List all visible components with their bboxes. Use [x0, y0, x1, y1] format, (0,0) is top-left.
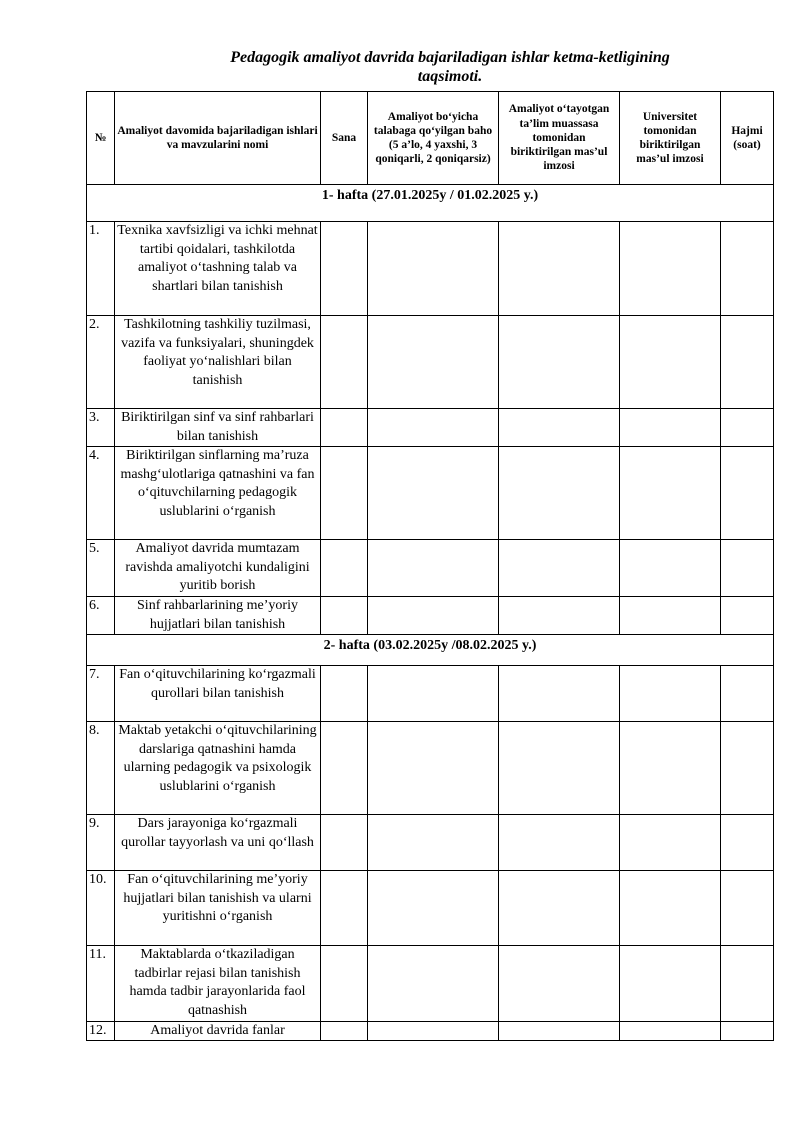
row-number: 1.: [87, 222, 115, 316]
task-description: Dars jarayoniga ko‘rgazmali qurollar tayyorlash va uni qo‘llash: [115, 815, 321, 871]
hours-cell[interactable]: [721, 596, 774, 634]
row-number: 12.: [87, 1021, 115, 1041]
school-signature-cell[interactable]: [499, 596, 620, 634]
grade-cell[interactable]: [368, 871, 499, 946]
hours-cell[interactable]: [721, 447, 774, 540]
grade-cell[interactable]: [368, 946, 499, 1021]
row-number: 10.: [87, 871, 115, 946]
hours-cell[interactable]: [721, 1021, 774, 1041]
row-number: 5.: [87, 540, 115, 597]
hours-cell[interactable]: [721, 540, 774, 597]
university-signature-cell[interactable]: [620, 316, 721, 409]
date-cell[interactable]: [321, 871, 368, 946]
task-description: Amaliyot davrida fanlar: [115, 1021, 321, 1041]
date-cell[interactable]: [321, 722, 368, 815]
table-row: [87, 815, 774, 871]
grade-cell[interactable]: [368, 409, 499, 447]
university-signature-cell[interactable]: [620, 222, 721, 316]
week-row: [87, 635, 774, 666]
row-number: 2.: [87, 316, 115, 409]
grade-cell[interactable]: [368, 666, 499, 722]
hours-cell[interactable]: [721, 222, 774, 316]
university-signature-cell[interactable]: [620, 409, 721, 447]
task-description: Tashkilotning tashkiliy tuzilmasi, vazifa va funksiyalari, shuningdek faoliyat yo‘nalishlari bilan tanishish: [115, 316, 321, 409]
practice-plan-table: [86, 91, 774, 1041]
header-task: Amaliyot davomida bajariladigan ishlari va mavzularini nomi: [115, 92, 321, 185]
university-signature-cell[interactable]: [620, 666, 721, 722]
table-row: [87, 666, 774, 722]
school-signature-cell[interactable]: [499, 815, 620, 871]
school-signature-cell[interactable]: [499, 666, 620, 722]
date-cell[interactable]: [321, 1021, 368, 1041]
header-hours: Hajmi (soat): [721, 92, 774, 185]
row-number: 9.: [87, 815, 115, 871]
grade-cell[interactable]: [368, 1021, 499, 1041]
university-signature-cell[interactable]: [620, 871, 721, 946]
row-number: 3.: [87, 409, 115, 447]
table-row: [87, 222, 774, 316]
school-signature-cell[interactable]: [499, 871, 620, 946]
hours-cell[interactable]: [721, 316, 774, 409]
table-row: [87, 409, 774, 447]
date-cell[interactable]: [321, 666, 368, 722]
header-school-signature: Amaliyot o‘tayotgan ta’lim muassasa tomonidan biriktirilgan mas’ul imzosi: [499, 92, 620, 185]
university-signature-cell[interactable]: [620, 596, 721, 634]
school-signature-cell[interactable]: [499, 1021, 620, 1041]
week-label: 1- hafta (27.01.2025y / 01.02.2025 y.): [87, 185, 774, 222]
grade-cell[interactable]: [368, 596, 499, 634]
row-number: 4.: [87, 447, 115, 540]
university-signature-cell[interactable]: [620, 722, 721, 815]
school-signature-cell[interactable]: [499, 540, 620, 597]
school-signature-cell[interactable]: [499, 447, 620, 540]
grade-cell[interactable]: [368, 815, 499, 871]
grade-cell[interactable]: [368, 222, 499, 316]
task-description: Maktablarda o‘tkaziladigan tadbirlar rejasi bilan tanishish hamda tadbir jarayonlarida faol qatnashish: [115, 946, 321, 1021]
header-date: Sana: [321, 92, 368, 185]
date-cell[interactable]: [321, 447, 368, 540]
task-description: Sinf rahbarlarining me’yoriy hujjatlari bilan tanishish: [115, 596, 321, 634]
school-signature-cell[interactable]: [499, 316, 620, 409]
grade-cell[interactable]: [368, 540, 499, 597]
university-signature-cell[interactable]: [620, 540, 721, 597]
school-signature-cell[interactable]: [499, 409, 620, 447]
row-number: 6.: [87, 596, 115, 634]
header-grade: Amaliyot bo‘yicha talabaga qo‘yilgan baho (5 a’lo, 4 yaxshi, 3 qoniqarli, 2 qoniqarsiz): [368, 92, 499, 185]
university-signature-cell[interactable]: [620, 1021, 721, 1041]
table-row: [87, 596, 774, 634]
title-line-1: Pedagogik amaliyot davrida bajariladigan ishlar ketma-ketligining: [230, 49, 670, 66]
grade-cell[interactable]: [368, 722, 499, 815]
date-cell[interactable]: [321, 409, 368, 447]
grade-cell[interactable]: [368, 447, 499, 540]
header-row: [87, 92, 774, 185]
hours-cell[interactable]: [721, 946, 774, 1021]
school-signature-cell[interactable]: [499, 722, 620, 815]
date-cell[interactable]: [321, 222, 368, 316]
row-number: 7.: [87, 666, 115, 722]
task-description: Biriktirilgan sinf va sinf rahbarlari bilan tanishish: [115, 409, 321, 447]
university-signature-cell[interactable]: [620, 447, 721, 540]
date-cell[interactable]: [321, 815, 368, 871]
table-row: [87, 871, 774, 946]
task-description: Biriktirilgan sinflarning ma’ruza mashg‘ulotlariga qatnashini va fan o‘qituvchilarning pedagogik uslublarini o‘rganish: [115, 447, 321, 540]
task-description: Fan o‘qituvchilarining me’yoriy hujjatlari bilan tanishish va ularni yuritishni o‘rganish: [115, 871, 321, 946]
table-row: [87, 1021, 774, 1041]
university-signature-cell[interactable]: [620, 815, 721, 871]
date-cell[interactable]: [321, 316, 368, 409]
week-row: [87, 185, 774, 222]
school-signature-cell[interactable]: [499, 222, 620, 316]
task-description: Amaliyot davrida mumtazam ravishda amaliyotchi kundaligini yuritib borish: [115, 540, 321, 597]
grade-cell[interactable]: [368, 316, 499, 409]
header-university-signature: Universitet tomonidan biriktirilgan mas’ul imzosi: [620, 92, 721, 185]
date-cell[interactable]: [321, 946, 368, 1021]
task-description: Fan o‘qituvchilarining ko‘rgazmali qurollari bilan tanishish: [115, 666, 321, 722]
week-label: 2- hafta (03.02.2025y /08.02.2025 y.): [87, 635, 774, 666]
row-number: 11.: [87, 946, 115, 1021]
document-title: [150, 48, 750, 86]
table-row: [87, 540, 774, 597]
hours-cell[interactable]: [721, 871, 774, 946]
hours-cell[interactable]: [721, 722, 774, 815]
date-cell[interactable]: [321, 596, 368, 634]
table-row: [87, 316, 774, 409]
header-number: №: [87, 92, 115, 185]
hours-cell[interactable]: [721, 815, 774, 871]
school-signature-cell[interactable]: [499, 946, 620, 1021]
title-line-2: taqsimoti.: [417, 68, 483, 85]
task-description: Texnika xavfsizligi va ichki mehnat tartibi qoidalari, tashkilotda amaliyot o‘tashning talab va shartlari bilan tanishish: [115, 222, 321, 316]
hours-cell[interactable]: [721, 666, 774, 722]
table-row: [87, 722, 774, 815]
table-row: [87, 946, 774, 1021]
date-cell[interactable]: [321, 540, 368, 597]
university-signature-cell[interactable]: [620, 946, 721, 1021]
table-row: [87, 447, 774, 540]
hours-cell[interactable]: [721, 409, 774, 447]
row-number: 8.: [87, 722, 115, 815]
task-description: Maktab yetakchi o‘qituvchilarining darslariga qatnashini hamda ularning pedagogik va psixologik uslublarini o‘rganish: [115, 722, 321, 815]
